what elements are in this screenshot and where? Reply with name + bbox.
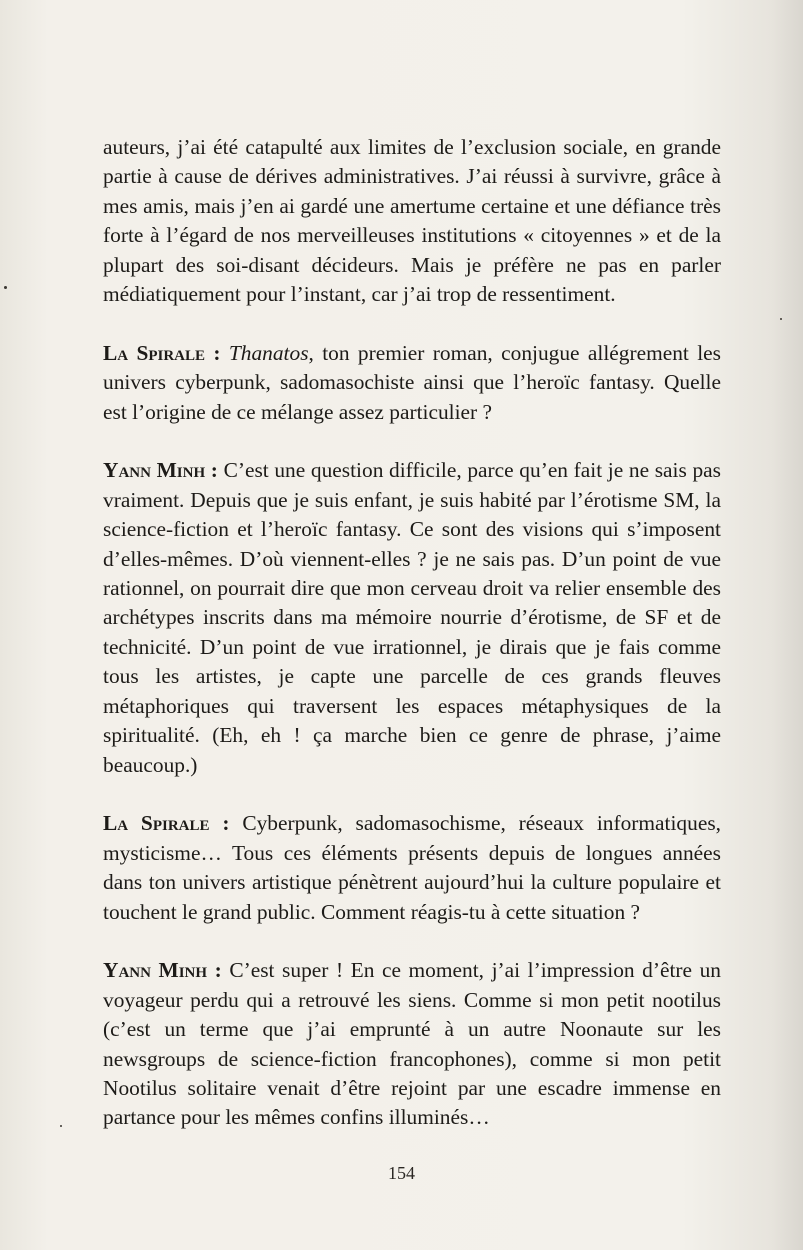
book-title: Thanatos <box>228 340 309 365</box>
page-body-text <box>103 133 721 1133</box>
speaker-label: Yann Minh : <box>103 458 218 483</box>
paragraph-answer-1 <box>103 456 721 779</box>
speaker-label: Yann Minh : <box>103 958 222 983</box>
paragraph-text: C’est super ! En ce moment, j’ai l’impression d’être un voyageur perdu qui a retrouvé les siens. Comme si mon petit nootilus (c’est un terme que j’ai emprunté à un autre Noonaute sur les newsgroups de science-fiction francophones), comme si mon petit Nootilus solitaire venait d’être rejoint par une escadre immense en partance pour les mêmes confins illuminés… <box>103 958 721 1130</box>
paragraph-text: , ton premier roman, conjugue allégrement les univers cyberpunk, sadomasochiste ainsi que l’heroïc fantasy. Quelle est l’origine de ce mélange assez particulier ? <box>103 340 721 424</box>
paper-speck <box>4 286 7 289</box>
paper-speck <box>780 318 782 320</box>
page-number: 154 <box>388 1163 415 1183</box>
speaker-label: La Spirale : <box>103 811 230 836</box>
paper-speck <box>60 1125 62 1127</box>
paragraph-text: auteurs, j’ai été catapulté aux limites de l’exclusion sociale, en grande partie à cause de dérives administratives. J’ai réussi à survivre, grâce à mes amis, mais j’en ai gardé une amertume certaine et une défiance très forte à l’égard de nos merveilleuses institutions « citoyennes » et de la plupart des soi-disant décideurs. Mais je préfère ne pas en parler médiatiquement pour l’instant, car j’ai trop de ressentiment. <box>103 135 721 307</box>
paragraph-question-2 <box>103 809 721 927</box>
paragraph-question-1 <box>103 339 721 427</box>
paragraph-text: Cyberpunk, sadomasochisme, réseaux informatiques, mysticisme… Tous ces éléments présents depuis de longues années dans ton univers artistique pénètrent aujourd’hui la culture populaire et touchent le grand public. Comment réagis-tu à cette situation ? <box>103 811 721 924</box>
paragraph-continuation <box>103 133 721 309</box>
paragraph-text: C’est une question difficile, parce qu’en fait je ne sais pas vraiment. Depuis que je suis enfant, je suis habité par l’érotisme SM, la science-fiction et l’heroïc fantasy. Ce sont des visions qui s’imposent d’elles-mêmes. D’où viennent-elles ? je ne sais pas. D’un point de vue rationnel, on pourrait dire que mon cerveau droit va relier ensemble des archétypes inscrits dans ma mémoire nourrie d’érotisme, de SF et de technicité. D’un point de vue irrationnel, je dirais que je fais comme tous les artistes, je capte une parcelle de ces grands fleuves métaphoriques qui traversent les espaces métaphysiques de la spiritualité. (Eh, eh ! ça marche bien ce genre de phrase, j’aime beaucoup.) <box>103 458 721 777</box>
speaker-label: La Spirale : <box>103 340 221 365</box>
paragraph-answer-2 <box>103 956 721 1132</box>
